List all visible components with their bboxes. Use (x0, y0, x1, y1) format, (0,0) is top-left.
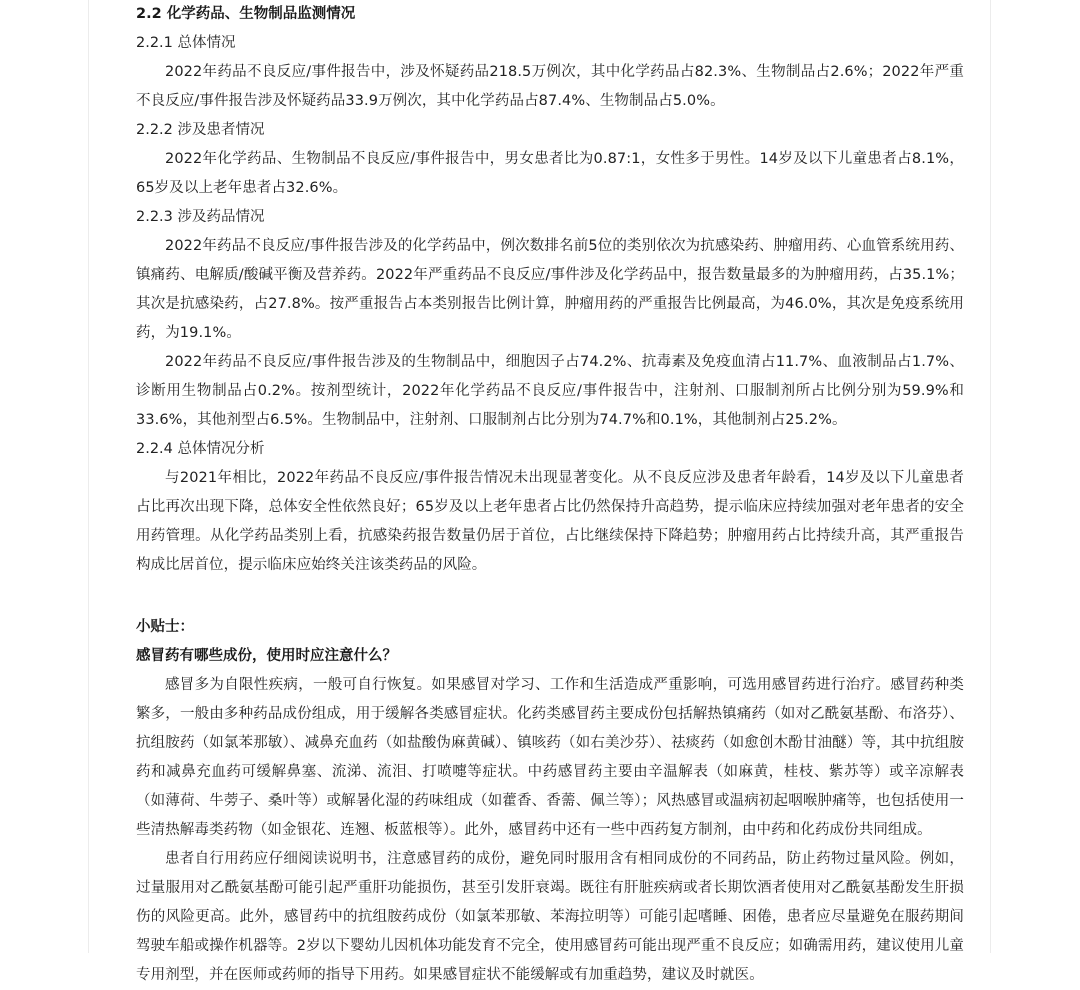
subsection-title-analysis: 2.2.4 总体情况分析 (136, 441, 265, 457)
tip-paragraph-ingredients: 感冒多为自限性疾病，一般可自行恢复。如果感冒对学习、工作和生活造成严重影响，可选用感冒药进行治疗。感冒药种类繁多，一般由多种药品成份组成，用于缓解各类感冒症状。化药类感冒药主要成份包括解热镇痛药（如对乙酰氨基酚、布洛芬）、抗组胺药（如氯苯那敏）、减鼻充血药（如盐酸伪麻黄碱）、镇咳药（如右美沙芬）、祛痰药（如愈创木酚甘油醚）等，其中抗组胺药和减鼻充血药可缓解鼻塞、流涕、流泪、打喷嚏等症状。中药感冒药主要由辛温解表（如麻黄，桂枝、紫苏等）或辛凉解表（如薄荷、牛蒡子、桑叶等）或解暑化湿的药味组成（如藿香、香薷、佩兰等）；风热感冒或温病初起咽喉肿痛等，也包括使用一些清热解毒类药物（如金银花、连翘、板蓝根等）。此外，感冒药中还有一些中西药复方制剂，由中药和化药成份共同组成。 (136, 677, 964, 838)
paragraph-overall: 2022年药品不良反应/事件报告中，涉及怀疑药品218.5万例次，其中化学药品占82.3%、生物制品占2.6%；2022年严重不良反应/事件报告涉及怀疑药品33.9万例次，其中化学药品占87.4%、生物制品占5.0%。 (136, 64, 964, 109)
paragraph-patients: 2022年化学药品、生物制品不良反应/事件报告中，男女患者比为0.87:1，女性多于男性。14岁及以下儿童患者占8.1%，65岁及以上老年患者占32.6%。 (136, 151, 964, 196)
subsection-title-drugs: 2.2.3 涉及药品情况 (136, 209, 265, 225)
tip-label: 小贴士： (136, 619, 194, 635)
paragraph-drugs-chemical: 2022年药品不良反应/事件报告涉及的化学药品中，例次数排名前5位的类别依次为抗感染药、肿瘤用药、心血管系统用药、镇痛药、电解质/酸碱平衡及营养药。2022年严重药品不良反应/事件涉及化学药品中，报告数量最多的为肿瘤用药，占35.1%；其次是抗感染药，占27.8%。按严重报告占本类别报告比例计算，肿瘤用药的严重报告比例最高，为46.0%，其次是免疫系统用药，为19.1%。 (136, 238, 964, 341)
tip-question: 感冒药有哪些成份，使用时应注意什么？ (136, 648, 397, 664)
paragraph-analysis: 与2021年相比，2022年药品不良反应/事件报告情况未出现显著变化。从不良反应涉及患者年龄看，14岁及以下儿童患者占比再次出现下降，总体安全性依然良好；65岁及以上老年患者占比仍然保持升高趋势，提示临床应持续加强对老年患者的安全用药管理。从化学药品类别上看，抗感染药报告数量仍居于首位，占比继续保持下降趋势；肿瘤用药占比持续升高，其严重报告构成比居首位，提示临床应始终关注该类药品的风险。 (136, 470, 964, 573)
section-gap (136, 580, 964, 613)
subsection-title-patients: 2.2.2 涉及患者情况 (136, 122, 265, 138)
article-content (136, 0, 964, 990)
paragraph-drugs-biological: 2022年药品不良反应/事件报告涉及的生物制品中，细胞因子占74.2%、抗毒素及免疫血清占11.7%、血液制品占1.7%、诊断用生物制品占0.2%。按剂型统计，2022年化学药品不良反应/事件报告中，注射剂、口服制剂所占比例分别为59.9%和33.6%，其他剂型占6.5%。生物制品中，注射剂、口服制剂占比分别为74.7%和0.1%，其他制剂占25.2%。 (136, 354, 964, 428)
section-title: 2.2 化学药品、生物制品监测情况 (136, 6, 356, 22)
article-page (88, 0, 991, 983)
tip-paragraph-precautions: 患者自行用药应仔细阅读说明书，注意感冒药的成份，避免同时服用含有相同成份的不同药品，防止药物过量风险。例如，过量服用对乙酰氨基酚可能引起严重肝功能损伤，甚至引发肝衰竭。既往有肝脏疾病或者长期饮酒者使用对乙酰氨基酚发生肝损伤的风险更高。此外，感冒药中的抗组胺药成份（如氯苯那敏、苯海拉明等）可能引起嗜睡、困倦，患者应尽量避免在服药期间驾驶车船或操作机器等。2岁以下婴幼儿因机体功能发育不完全，使用感冒药可能出现严重不良反应；如确需用药，建议使用儿童专用剂型，并在医师或药师的指导下用药。如果感冒症状不能缓解或有加重趋势，建议及时就医。 (136, 851, 964, 983)
subsection-title-overall: 2.2.1 总体情况 (136, 35, 236, 51)
